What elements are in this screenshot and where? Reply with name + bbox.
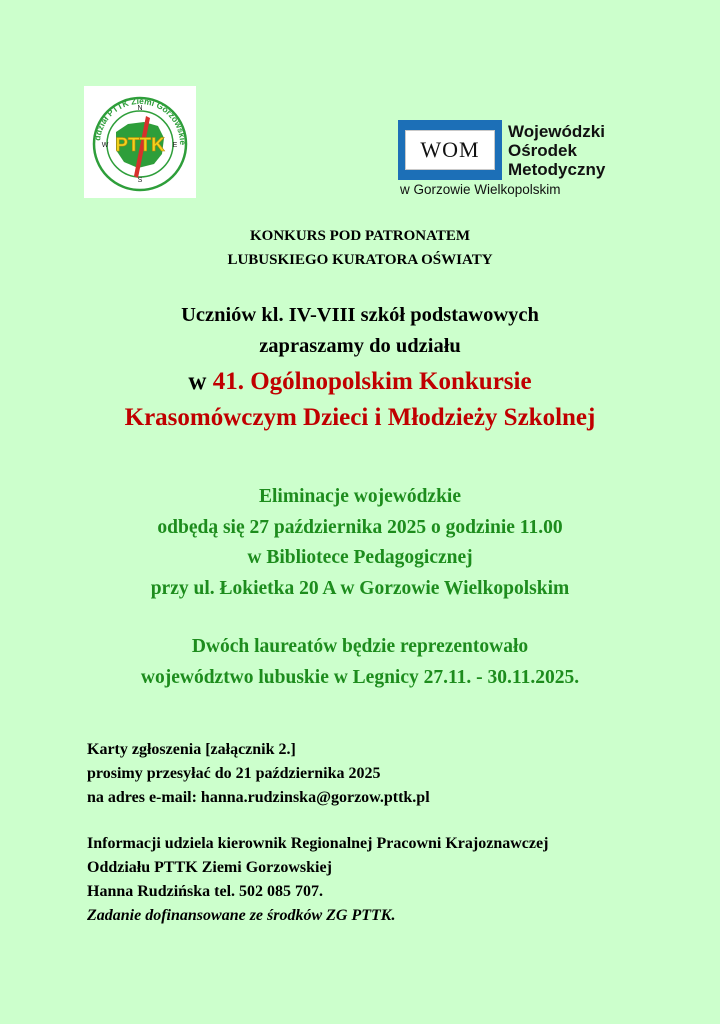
wom-city: w Gorzowie Wielkopolskim <box>400 182 561 197</box>
laureates-info <box>0 632 720 693</box>
pttk-emblem <box>84 86 196 198</box>
contest-prefix: w <box>188 368 213 395</box>
compass-s-letter: S <box>137 177 143 184</box>
elimination-info <box>0 482 720 604</box>
compass-n-letter: N <box>137 105 143 112</box>
wom-book-icon <box>398 120 502 180</box>
registration-line-2: prosimy przesyłać do 21 października 2025 <box>87 765 381 782</box>
contact-line-1: Informacji udziela kierownik Regionalnej Pracowni Krajoznawczej <box>87 835 549 852</box>
contact-phone-line: Hanna Rudzińska tel. 502 085 707. <box>87 883 324 900</box>
compass-e-letter: E <box>172 142 178 149</box>
elimination-line-2: odbędą się 27 października 2025 o godzinie 11.00 <box>157 516 563 538</box>
elimination-line-4: przy ul. Łokietka 20 A w Gorzowie Wielkopolskim <box>150 577 570 599</box>
funding-note: Zadanie dofinansowane ze środków ZG PTTK. <box>87 907 396 924</box>
wom-logo <box>398 120 648 200</box>
wom-name-line: Ośrodek <box>508 141 577 160</box>
wom-name-line: Metodyczny <box>508 160 606 179</box>
registration-line-1: Karty zgłoszenia [załącznik 2.] <box>87 741 296 758</box>
contact-info <box>87 832 548 928</box>
wom-box-label: WOM <box>405 130 495 170</box>
compass-w-letter: W <box>101 142 109 149</box>
invitation-text <box>0 300 720 362</box>
pttk-center-text: PTTK <box>115 135 165 156</box>
elimination-line-3: w Bibliotece Pedagogicznej <box>247 547 473 568</box>
registration-info <box>87 738 430 810</box>
laureates-line-2: województwo lubuskie w Legnicy 27.11. - 30.11.2025. <box>140 666 580 688</box>
contest-name-part-1: 41. Ogólnopolskim Konkursie <box>212 368 532 395</box>
patronage-header <box>0 224 720 272</box>
header-line-2: LUBUSKIEGO KURATORA OŚWIATY <box>227 252 493 268</box>
invitation-line-1: Uczniów kl. IV-VIII szkół podstawowych <box>181 304 539 326</box>
contact-line-2: Oddziału PTTK Ziemi Gorzowskiej <box>87 859 332 876</box>
pttk-logo <box>84 86 196 198</box>
header-line-1: KONKURS POD PATRONATEM <box>250 228 470 244</box>
pttk-ring-text: ddział PTTK Ziemi Gorzowskie <box>92 95 189 146</box>
contest-title <box>0 364 720 436</box>
wom-name-line: Wojewódzki <box>508 122 605 141</box>
contest-title-line-2: Krasomówczym Dzieci i Młodzieży Szkolnej <box>124 404 596 431</box>
laureates-line-1: Dwóch laureatów będzie reprezentowało <box>191 636 529 657</box>
registration-email-line: na adres e-mail: hanna.rudzinska@gorzow.pttk.pl <box>87 789 430 806</box>
invitation-line-2: zapraszamy do udziału <box>259 335 461 357</box>
contest-title-line-1 <box>0 364 720 400</box>
wom-name <box>508 122 605 179</box>
elimination-line-1: Eliminacje wojewódzkie <box>258 486 461 507</box>
